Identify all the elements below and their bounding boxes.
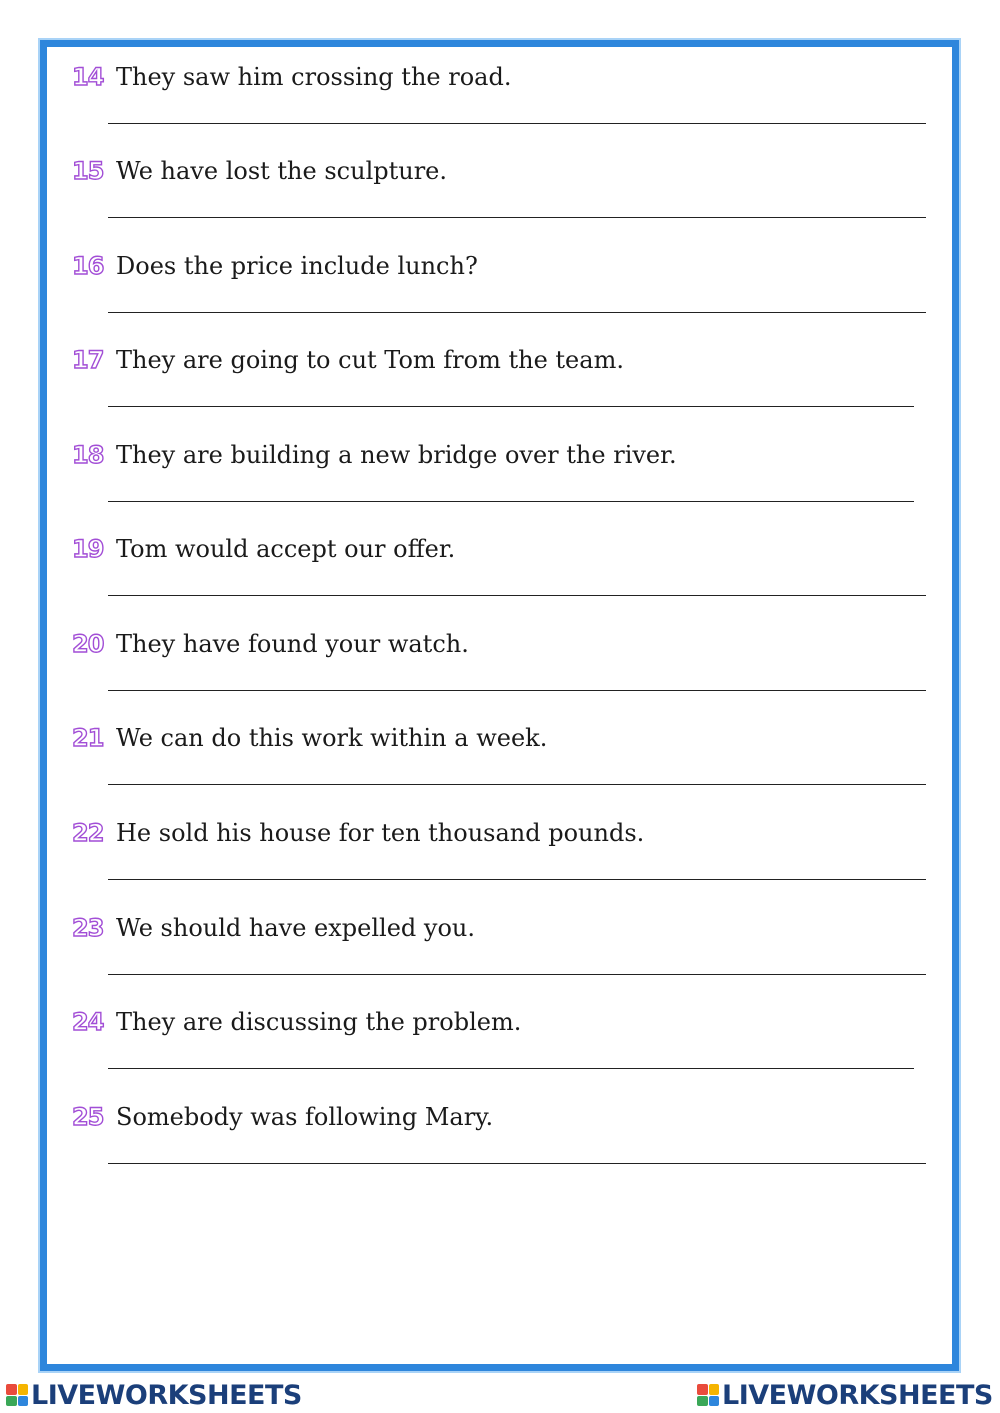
exercise-sentence: We have lost the sculpture. <box>116 157 448 185</box>
exercise-sentence: They have found your watch. <box>116 630 469 658</box>
liveworksheets-badge-icon <box>6 1384 28 1406</box>
exercise-prompt <box>72 1097 493 1137</box>
exercise-item <box>72 718 942 812</box>
exercise-prompt <box>72 151 447 191</box>
exercise-item <box>72 624 942 718</box>
exercise-sentence: They are building a new bridge over the river. <box>116 441 677 469</box>
exercise-number: 19 <box>72 535 104 563</box>
exercise-item <box>72 1097 942 1191</box>
exercise-number: 24 <box>72 1008 104 1036</box>
exercise-prompt <box>72 1002 521 1042</box>
exercise-prompt <box>72 908 475 948</box>
exercise-sentence: They are discussing the problem. <box>116 1008 522 1036</box>
liveworksheets-logo-left[interactable] <box>6 1378 302 1412</box>
answer-line[interactable] <box>108 974 926 975</box>
exercise-prompt <box>72 624 469 664</box>
exercise-sentence: He sold his house for ten thousand pounds. <box>116 819 645 847</box>
exercise-item <box>72 57 942 151</box>
exercise-item <box>72 908 942 1002</box>
exercise-sentence: They saw him crossing the road. <box>116 63 512 91</box>
exercise-item <box>72 529 942 623</box>
exercise-prompt <box>72 718 547 758</box>
liveworksheets-logo-right[interactable] <box>697 1378 993 1412</box>
answer-line[interactable] <box>108 123 926 124</box>
exercise-item <box>72 246 942 340</box>
answer-line[interactable] <box>108 406 914 407</box>
exercise-item <box>72 813 942 907</box>
answer-line[interactable] <box>108 1068 914 1069</box>
answer-line[interactable] <box>108 501 914 502</box>
exercise-item <box>72 340 942 434</box>
answer-line[interactable] <box>108 595 926 596</box>
answer-line[interactable] <box>108 690 926 691</box>
liveworksheets-badge-icon <box>697 1384 719 1406</box>
logo-wordmark: LIVEWORKSHEETS <box>722 1379 993 1411</box>
exercise-number: 20 <box>72 630 104 658</box>
exercise-number: 23 <box>72 914 104 942</box>
exercise-prompt <box>72 813 644 853</box>
exercise-sentence: Somebody was following Mary. <box>116 1103 494 1131</box>
exercise-item <box>72 435 942 529</box>
exercise-number: 17 <box>72 346 104 374</box>
exercise-sentence: Does the price include lunch? <box>116 252 478 280</box>
answer-line[interactable] <box>108 217 926 218</box>
answer-line[interactable] <box>108 784 926 785</box>
exercise-number: 15 <box>72 157 104 185</box>
exercise-number: 14 <box>72 63 104 91</box>
exercise-prompt <box>72 57 511 97</box>
exercise-number: 25 <box>72 1103 104 1131</box>
answer-line[interactable] <box>108 879 926 880</box>
answer-line[interactable] <box>108 1163 926 1164</box>
logo-wordmark: LIVEWORKSHEETS <box>31 1379 302 1411</box>
exercise-sentence: We can do this work within a week. <box>116 724 548 752</box>
exercise-number: 22 <box>72 819 104 847</box>
exercise-prompt <box>72 340 624 380</box>
exercise-sentence: We should have expelled you. <box>116 914 475 942</box>
exercise-number: 18 <box>72 441 104 469</box>
exercise-sentence: They are going to cut Tom from the team. <box>116 346 624 374</box>
answer-line[interactable] <box>108 312 926 313</box>
exercise-item <box>72 151 942 245</box>
exercise-prompt <box>72 435 677 475</box>
exercise-number: 16 <box>72 252 104 280</box>
exercise-number: 21 <box>72 724 104 752</box>
exercise-sentence: Tom would accept our offer. <box>116 535 456 563</box>
exercise-item <box>72 1002 942 1096</box>
exercise-prompt <box>72 246 478 286</box>
exercise-prompt <box>72 529 455 569</box>
